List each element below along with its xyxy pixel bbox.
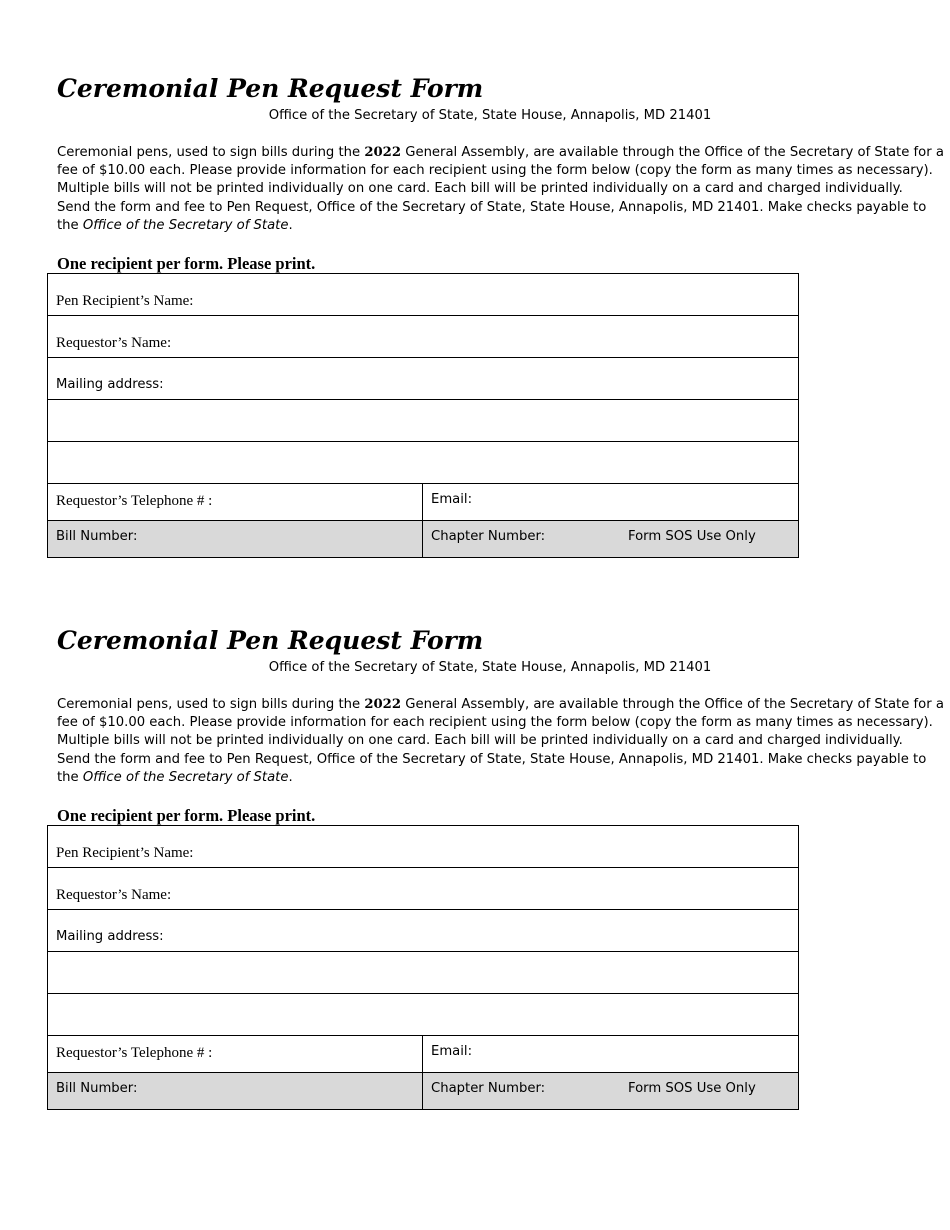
intro-paragraph bbox=[57, 144, 944, 235]
intro-line-5 bbox=[57, 769, 917, 787]
request-table bbox=[47, 273, 799, 558]
intro-text: Ceremonial pens, used to sign bills during the bbox=[57, 697, 365, 712]
payee-name: Office of the Secretary of State bbox=[82, 769, 289, 785]
intro-text: General Assembly, are available through the Office of the Secretary of State for a bbox=[401, 145, 944, 160]
mailing-address-line-2[interactable] bbox=[48, 400, 798, 442]
requestor-name-field[interactable] bbox=[48, 868, 798, 910]
recipient-name-field[interactable] bbox=[48, 274, 798, 316]
sos-use-only-note: Form SOS Use Only bbox=[628, 1081, 756, 1096]
form-instruction: One recipient per form. Please print. bbox=[57, 254, 316, 273]
intro-text: the bbox=[57, 217, 83, 233]
bill-number-label: Bill Number: bbox=[56, 529, 138, 544]
intro-line-1 bbox=[57, 144, 944, 162]
sos-use-only-note: Form SOS Use Only bbox=[628, 529, 756, 544]
intro-text: . bbox=[288, 769, 293, 785]
payee-name: Office of the Secretary of State bbox=[82, 217, 289, 233]
office-use-row bbox=[48, 1073, 798, 1110]
recipient-name-label: Pen Recipient’s Name: bbox=[56, 845, 194, 861]
intro-paragraph bbox=[57, 696, 944, 787]
mailing-address-field[interactable] bbox=[48, 910, 798, 952]
email-label: Email: bbox=[431, 492, 473, 507]
email-label: Email: bbox=[431, 1044, 473, 1059]
intro-line-4: Send the form and fee to Pen Request, Office of the Secretary of State, State House, Annapolis, MD 21401. Make checks payable to bbox=[57, 199, 927, 215]
telephone-field[interactable] bbox=[48, 1036, 423, 1072]
intro-line-1 bbox=[57, 696, 944, 714]
mailing-address-line-3[interactable] bbox=[48, 994, 798, 1036]
chapter-number-label: Chapter Number: bbox=[431, 529, 546, 544]
form-title: Ceremonial Pen Request Form bbox=[57, 626, 484, 655]
chapter-number-field[interactable] bbox=[423, 1073, 798, 1109]
intro-line-2: fee of $10.00 each. Please provide information for each recipient using the form below (copy the form as many times as necessary). bbox=[57, 163, 933, 179]
telephone-label: Requestor’s Telephone # : bbox=[56, 493, 213, 509]
recipient-name-label: Pen Recipient’s Name: bbox=[56, 293, 194, 309]
session-year: 2022 bbox=[364, 145, 402, 160]
intro-line-3: Multiple bills will not be printed individually on one card. Each bill will be printed individually on a card and charged individually. bbox=[57, 181, 903, 197]
bill-number-label: Bill Number: bbox=[56, 1081, 138, 1096]
requestor-name-label: Requestor’s Name: bbox=[56, 335, 172, 351]
chapter-number-field[interactable] bbox=[423, 521, 798, 557]
contact-row bbox=[48, 1036, 798, 1073]
recipient-name-field[interactable] bbox=[48, 826, 798, 868]
intro-line-3: Multiple bills will not be printed individually on one card. Each bill will be printed individually on a card and charged individually. bbox=[57, 733, 903, 749]
office-use-row bbox=[48, 521, 798, 558]
intro-line-2: fee of $10.00 each. Please provide information for each recipient using the form below (copy the form as many times as necessary). bbox=[57, 715, 933, 731]
intro-text: Ceremonial pens, used to sign bills during the bbox=[57, 145, 365, 160]
intro-line-4: Send the form and fee to Pen Request, Office of the Secretary of State, State House, Annapolis, MD 21401. Make checks payable to bbox=[57, 751, 927, 767]
session-year: 2022 bbox=[364, 697, 402, 712]
request-table bbox=[47, 825, 799, 1110]
form-subtitle: Office of the Secretary of State, State House, Annapolis, MD 21401 bbox=[268, 108, 712, 123]
intro-line-5 bbox=[57, 217, 917, 235]
mailing-address-line-3[interactable] bbox=[48, 442, 798, 484]
form-subtitle: Office of the Secretary of State, State House, Annapolis, MD 21401 bbox=[268, 660, 712, 675]
mailing-address-label: Mailing address: bbox=[56, 377, 164, 392]
requestor-name-label: Requestor’s Name: bbox=[56, 887, 172, 903]
mailing-address-field[interactable] bbox=[48, 358, 798, 400]
contact-row bbox=[48, 484, 798, 521]
email-field[interactable] bbox=[423, 1036, 798, 1072]
intro-text: . bbox=[288, 217, 293, 233]
email-field[interactable] bbox=[423, 484, 798, 520]
form-instruction: One recipient per form. Please print. bbox=[57, 806, 316, 825]
intro-text: General Assembly, are available through the Office of the Secretary of State for a bbox=[401, 697, 944, 712]
intro-text: the bbox=[57, 769, 83, 785]
telephone-label: Requestor’s Telephone # : bbox=[56, 1045, 213, 1061]
bill-number-field[interactable] bbox=[48, 521, 423, 557]
form-title: Ceremonial Pen Request Form bbox=[57, 74, 484, 103]
mailing-address-line-2[interactable] bbox=[48, 952, 798, 994]
chapter-number-label: Chapter Number: bbox=[431, 1081, 546, 1096]
mailing-address-label: Mailing address: bbox=[56, 929, 164, 944]
telephone-field[interactable] bbox=[48, 484, 423, 520]
requestor-name-field[interactable] bbox=[48, 316, 798, 358]
bill-number-field[interactable] bbox=[48, 1073, 423, 1109]
